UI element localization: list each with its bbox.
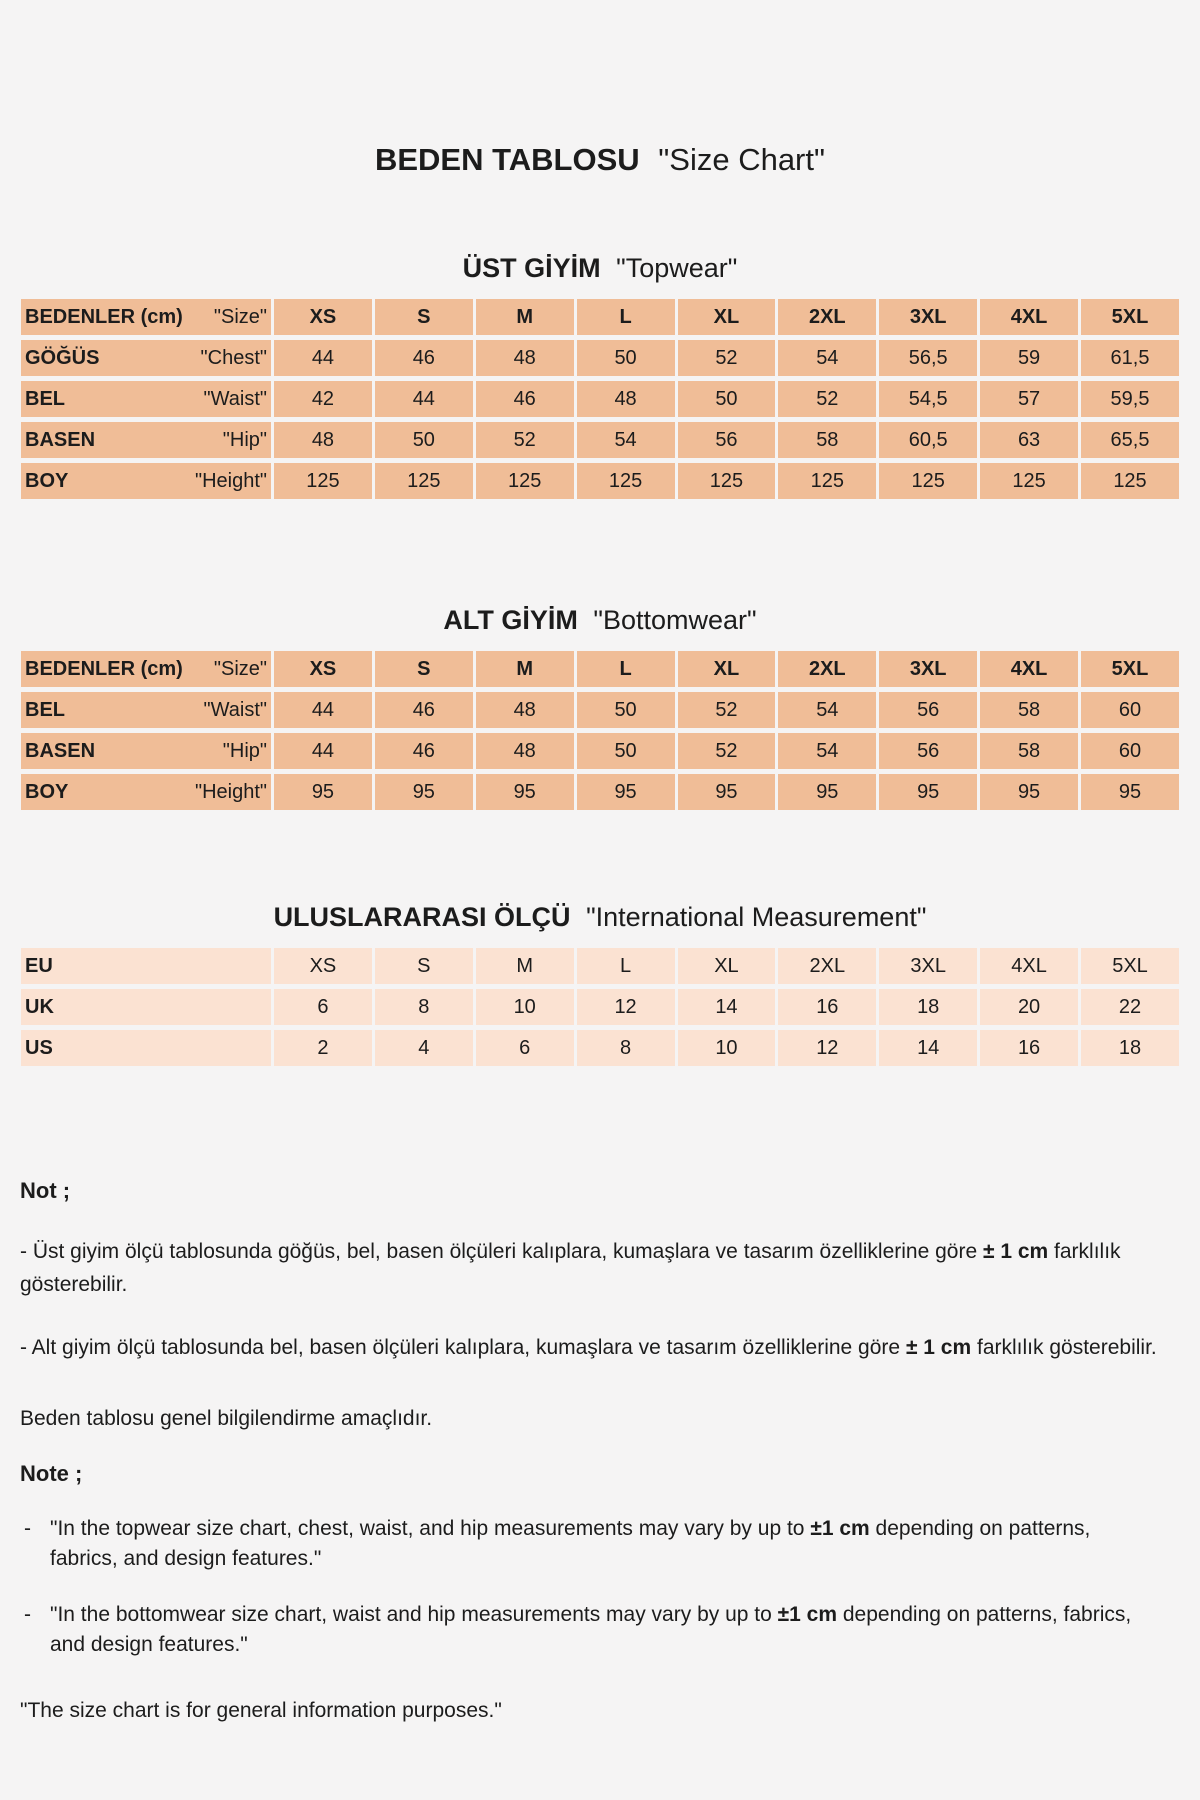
note-text: farklılık gösterebilir.: [971, 1336, 1157, 1359]
bottomwear-header-row: [21, 651, 1179, 687]
measurement-value: 50: [577, 692, 675, 728]
measurement-value: 50: [577, 733, 675, 769]
row-label-cell: [21, 381, 271, 417]
note-tr-bottomwear: [20, 1331, 1178, 1364]
sizes-label: BEDENLER (cm): [25, 657, 183, 680]
row-label: BEL: [25, 387, 65, 410]
measurement-value: 125: [1081, 463, 1179, 499]
measurement-value: 95: [778, 774, 876, 810]
size-value: 18: [879, 989, 977, 1025]
measurement-value: 63: [980, 422, 1078, 458]
row-label: BOY: [25, 780, 69, 803]
row-label-cell: [21, 989, 271, 1025]
international-eu-row: [21, 948, 1179, 984]
size-col-header: 2XL: [778, 299, 876, 335]
size-value: XS: [274, 948, 372, 984]
topwear-header-row: [21, 299, 1179, 335]
row-label: BASEN: [25, 428, 96, 451]
international-heading-turkish: ULUSLARARASI ÖLÇÜ: [273, 902, 571, 932]
row-label-en: "Height": [194, 780, 267, 803]
measurement-value: 44: [274, 340, 372, 376]
measurement-value: 46: [476, 381, 574, 417]
size-value: 6: [274, 989, 372, 1025]
size-col-header: XL: [678, 651, 776, 687]
note-bold-text: ±1 cm: [777, 1603, 838, 1626]
topwear-header-label-cell: [21, 299, 271, 335]
international-uk-row: [21, 989, 1179, 1025]
size-value: 14: [678, 989, 776, 1025]
row-label-en: "Chest": [200, 346, 267, 369]
note-text: - Alt giyim ölçü tablosunda bel, basen ölçüleri kalıplara, kumaşlara ve tasarım özelliklerine göre: [20, 1336, 906, 1359]
row-label-cell: [21, 340, 271, 376]
note-text: farklılık gösterebilir.: [20, 1240, 1121, 1296]
size-value: 12: [577, 989, 675, 1025]
row-label: BEL: [25, 698, 65, 721]
international-heading: [0, 901, 1200, 933]
size-col-header: 3XL: [879, 651, 977, 687]
measurement-value: 44: [274, 733, 372, 769]
sizes-label: BEDENLER (cm): [25, 305, 183, 328]
row-label-en: "Waist": [203, 387, 267, 410]
note-en-topwear: [20, 1514, 1178, 1574]
note-bold-text: ±1 cm: [810, 1517, 870, 1540]
note-text: "In the topwear size chart, chest, waist, and hip measurements may vary by up to: [50, 1517, 811, 1540]
row-label: EU: [25, 954, 53, 977]
size-col-header: 4XL: [980, 299, 1078, 335]
measurement-value: 125: [678, 463, 776, 499]
row-label-en: "Hip": [222, 428, 267, 451]
bottomwear-heading-turkish: ALT GİYİM: [443, 605, 578, 635]
measurement-value: 54: [778, 340, 876, 376]
measurement-value: 48: [274, 422, 372, 458]
size-col-header: 4XL: [980, 651, 1078, 687]
measurement-value: 95: [980, 774, 1078, 810]
measurement-value: 46: [375, 692, 473, 728]
measurement-value: 65,5: [1081, 422, 1179, 458]
note-text: depending on patterns, fabrics, and design features.": [50, 1517, 1091, 1570]
measurement-value: 50: [577, 340, 675, 376]
measurement-value: 48: [476, 692, 574, 728]
measurement-value: 60,5: [879, 422, 977, 458]
note-en-bottomwear: [20, 1600, 1178, 1660]
bottomwear-header-label-cell: [21, 651, 271, 687]
measurement-value: 44: [274, 692, 372, 728]
measurement-value: 58: [980, 692, 1078, 728]
measurement-value: 52: [678, 733, 776, 769]
note-bold-text: ± 1 cm: [982, 1240, 1049, 1263]
topwear-waist-row: [21, 381, 1179, 417]
size-value: 16: [778, 989, 876, 1025]
notes-en-heading: Note ;: [20, 1461, 83, 1486]
measurement-value: 56: [678, 422, 776, 458]
measurement-value: 59,5: [1081, 381, 1179, 417]
notes-en-footer: "The size chart is for general information purposes.": [20, 1699, 502, 1722]
size-col-header: XS: [274, 299, 372, 335]
bullet-dash: -: [24, 1603, 31, 1626]
sizes-label-en: "Size": [213, 305, 267, 328]
measurement-value: 95: [879, 774, 977, 810]
topwear-heading-english: "Topwear": [616, 253, 738, 283]
measurement-value: 52: [678, 692, 776, 728]
note-tr-topwear: [20, 1235, 1178, 1301]
size-value: 14: [879, 1030, 977, 1066]
measurement-value: 60: [1081, 733, 1179, 769]
note-text: "In the bottomwear size chart, waist and hip measurements may vary by up to: [50, 1603, 778, 1626]
size-col-header: 2XL: [778, 651, 876, 687]
size-col-header: L: [577, 651, 675, 687]
row-label-cell: [21, 1030, 271, 1066]
row-label-en: "Waist": [203, 698, 267, 721]
measurement-value: 44: [375, 381, 473, 417]
measurement-value: 46: [375, 733, 473, 769]
measurement-value: 125: [476, 463, 574, 499]
size-col-header: L: [577, 299, 675, 335]
size-value: 2XL: [778, 948, 876, 984]
measurement-value: 125: [375, 463, 473, 499]
bottomwear-table: [18, 646, 1182, 815]
measurement-value: 58: [980, 733, 1078, 769]
note-text-wrap: [50, 1514, 1178, 1574]
measurement-value: 125: [577, 463, 675, 499]
size-col-header: 5XL: [1081, 299, 1179, 335]
topwear-table: [18, 294, 1182, 504]
bullet-dash: -: [24, 1517, 31, 1540]
note-text-wrap: [50, 1600, 1178, 1660]
size-value: L: [577, 948, 675, 984]
row-label: US: [25, 1036, 53, 1059]
row-label-cell: [21, 733, 271, 769]
size-value: 2: [274, 1030, 372, 1066]
measurement-value: 56: [879, 733, 977, 769]
measurement-value: 95: [577, 774, 675, 810]
measurement-value: 95: [375, 774, 473, 810]
international-heading-english: "International Measurement": [586, 902, 927, 932]
topwear-heading-turkish: ÜST GİYİM: [462, 253, 601, 283]
size-col-header: XS: [274, 651, 372, 687]
size-value: 12: [778, 1030, 876, 1066]
measurement-value: 95: [476, 774, 574, 810]
page-title: [0, 0, 1200, 178]
size-value: M: [476, 948, 574, 984]
note-bold-text: ± 1 cm: [905, 1336, 972, 1359]
international-us-row: [21, 1030, 1179, 1066]
measurement-value: 59: [980, 340, 1078, 376]
size-value: 3XL: [879, 948, 977, 984]
bottomwear-hip-row: [21, 733, 1179, 769]
row-label: UK: [25, 995, 54, 1018]
size-value: 8: [577, 1030, 675, 1066]
note-text: depending on patterns, fabrics, and design features.": [50, 1603, 1132, 1656]
measurement-value: 52: [476, 422, 574, 458]
measurement-value: 125: [980, 463, 1078, 499]
size-value: 8: [375, 989, 473, 1025]
size-col-header: S: [375, 651, 473, 687]
measurement-value: 56: [879, 692, 977, 728]
measurement-value: 52: [778, 381, 876, 417]
size-value: XL: [678, 948, 776, 984]
topwear-heading: [0, 252, 1200, 284]
measurement-value: 48: [476, 733, 574, 769]
measurement-value: 58: [778, 422, 876, 458]
page-title-turkish: BEDEN TABLOSU: [374, 142, 640, 177]
bottomwear-heading: [0, 604, 1200, 636]
measurement-value: 54: [778, 692, 876, 728]
measurement-value: 54,5: [879, 381, 977, 417]
row-label-cell: [21, 422, 271, 458]
measurement-value: 56,5: [879, 340, 977, 376]
measurement-value: 50: [678, 381, 776, 417]
size-value: 18: [1081, 1030, 1179, 1066]
measurement-value: 52: [678, 340, 776, 376]
size-value: 4XL: [980, 948, 1078, 984]
measurement-value: 48: [577, 381, 675, 417]
bottomwear-heading-english: "Bottomwear": [593, 605, 757, 635]
row-label-cell: [21, 692, 271, 728]
size-value: 10: [678, 1030, 776, 1066]
row-label: BASEN: [25, 739, 96, 762]
size-col-header: M: [476, 299, 574, 335]
size-value: 6: [476, 1030, 574, 1066]
measurement-value: 54: [577, 422, 675, 458]
measurement-value: 46: [375, 340, 473, 376]
page-title-english: "Size Chart": [658, 142, 825, 177]
size-col-header: M: [476, 651, 574, 687]
bottomwear-height-row: [21, 774, 1179, 810]
row-label-cell: [21, 463, 271, 499]
measurement-value: 125: [778, 463, 876, 499]
row-label-cell: [21, 774, 271, 810]
sizes-label-en: "Size": [213, 657, 267, 680]
row-label-cell: [21, 948, 271, 984]
size-col-header: 3XL: [879, 299, 977, 335]
measurement-value: 60: [1081, 692, 1179, 728]
topwear-hip-row: [21, 422, 1179, 458]
size-col-header: S: [375, 299, 473, 335]
size-value: 20: [980, 989, 1078, 1025]
size-value: 10: [476, 989, 574, 1025]
measurement-value: 95: [678, 774, 776, 810]
note-text: - Üst giyim ölçü tablosunda göğüs, bel, basen ölçüleri kalıplara, kumaşlara ve tasarım özelliklerine göre: [20, 1240, 983, 1263]
notes-section: [20, 1177, 1178, 1726]
notes-tr-heading: Not ;: [20, 1178, 71, 1203]
measurement-value: 54: [778, 733, 876, 769]
size-value: 5XL: [1081, 948, 1179, 984]
measurement-value: 48: [476, 340, 574, 376]
size-col-header: XL: [678, 299, 776, 335]
measurement-value: 61,5: [1081, 340, 1179, 376]
measurement-value: 57: [980, 381, 1078, 417]
size-value: 22: [1081, 989, 1179, 1025]
row-label-en: "Hip": [222, 739, 267, 762]
measurement-value: 95: [1081, 774, 1179, 810]
notes-tr-footer: Beden tablosu genel bilgilendirme amaçlıdır.: [20, 1407, 433, 1430]
size-col-header: 5XL: [1081, 651, 1179, 687]
measurement-value: 125: [879, 463, 977, 499]
size-value: 16: [980, 1030, 1078, 1066]
measurement-value: 50: [375, 422, 473, 458]
size-value: S: [375, 948, 473, 984]
measurement-value: 95: [274, 774, 372, 810]
row-label-en: "Height": [194, 469, 267, 492]
measurement-value: 42: [274, 381, 372, 417]
measurement-value: 125: [274, 463, 372, 499]
international-table: [18, 943, 1182, 1071]
topwear-height-row: [21, 463, 1179, 499]
size-value: 4: [375, 1030, 473, 1066]
bottomwear-waist-row: [21, 692, 1179, 728]
row-label: GÖĞÜS: [25, 346, 100, 369]
topwear-chest-row: [21, 340, 1179, 376]
row-label: BOY: [25, 469, 69, 492]
